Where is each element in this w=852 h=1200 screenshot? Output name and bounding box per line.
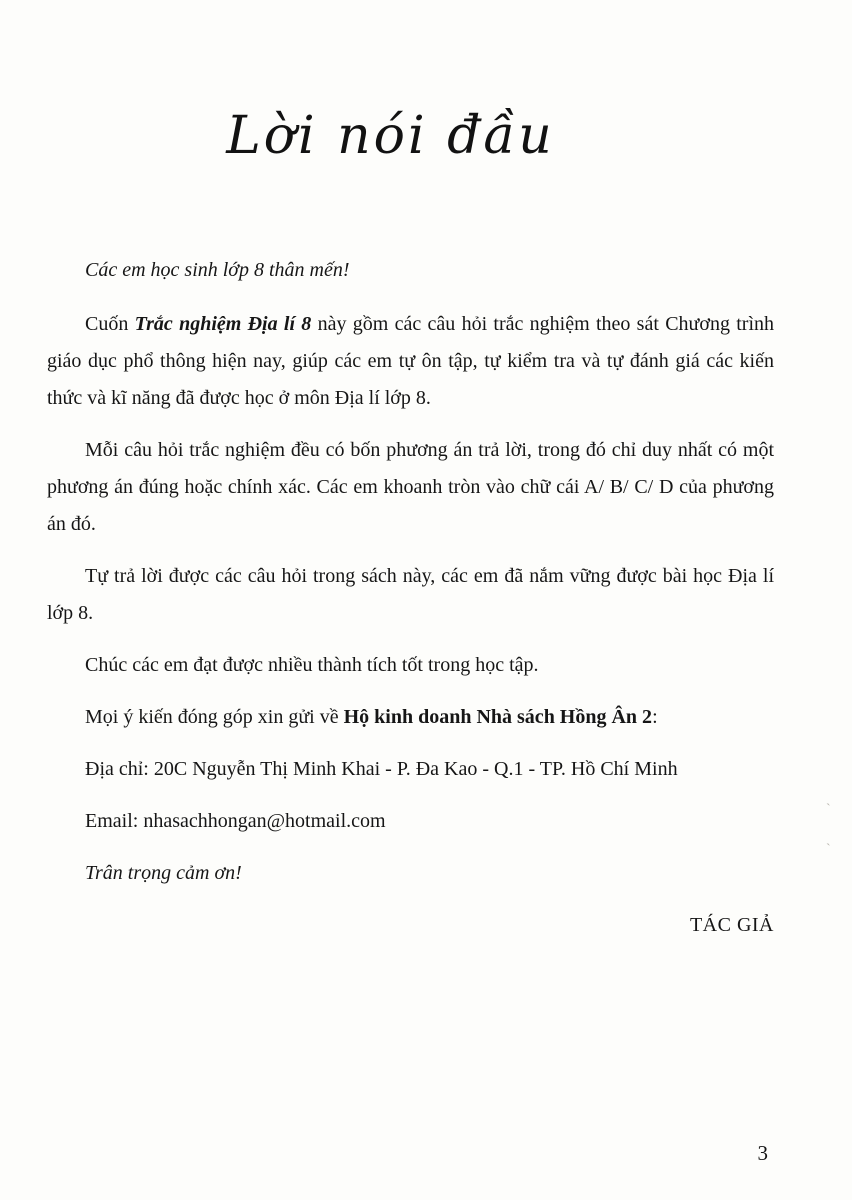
paragraph-question-format: Mỗi câu hỏi trắc nghiệm đều có bốn phương án trả lời, trong đó chỉ duy nhất có một phương án đúng hoặc chính xác. Các em khoanh tròn vào chữ cái A/ B/ C/ D của phương án đó. [47, 439, 774, 535]
page-title: Lời nói đầu [226, 106, 555, 166]
author-signature: TÁC GIẢ [689, 914, 774, 936]
store-name-text: Hộ kinh doanh Nhà sách Hồng Ân 2 [343, 706, 653, 728]
book-title-text: Trắc nghiệm Địa lí 8 [134, 313, 312, 335]
greeting-line: Các em học sinh lớp 8 thân mến! [85, 259, 350, 281]
paragraph-intro [47, 306, 774, 417]
paragraph-intro-post: này gồm các câu hỏi trắc nghiệm theo sát Chương trình giáo dục phổ thông hiện nay, giúp các em tự ôn tập, tự kiểm tra và tự đánh giá các kiến thức và kĩ năng đã được học ở môn Địa lí lớp 8. [47, 313, 775, 409]
paragraph-feedback-post: : [652, 706, 658, 728]
paragraph-intro-pre: Cuốn [85, 313, 135, 335]
thanks-line: Trân trọng cảm ơn! [85, 862, 242, 884]
paragraph-wish: Chúc các em đạt được nhiều thành tích tốt trong học tập. [85, 654, 539, 676]
page-number: 3 [757, 1141, 768, 1165]
scan-artifact: ` ` [826, 802, 831, 857]
email-line: Email: nhasachhongan@hotmail.com [85, 810, 386, 832]
paragraph-feedback-pre: Mọi ý kiến đóng góp xin gửi về [85, 706, 344, 728]
address-line: Địa chỉ: 20C Nguyễn Thị Minh Khai - P. Đa Kao - Q.1 - TP. Hồ Chí Minh [85, 758, 678, 780]
paragraph-self-answer: Tự trả lời được các câu hỏi trong sách này, các em đã nắm vững được bài học Địa lí lớp 8. [47, 565, 774, 624]
paragraph-feedback [47, 699, 774, 736]
